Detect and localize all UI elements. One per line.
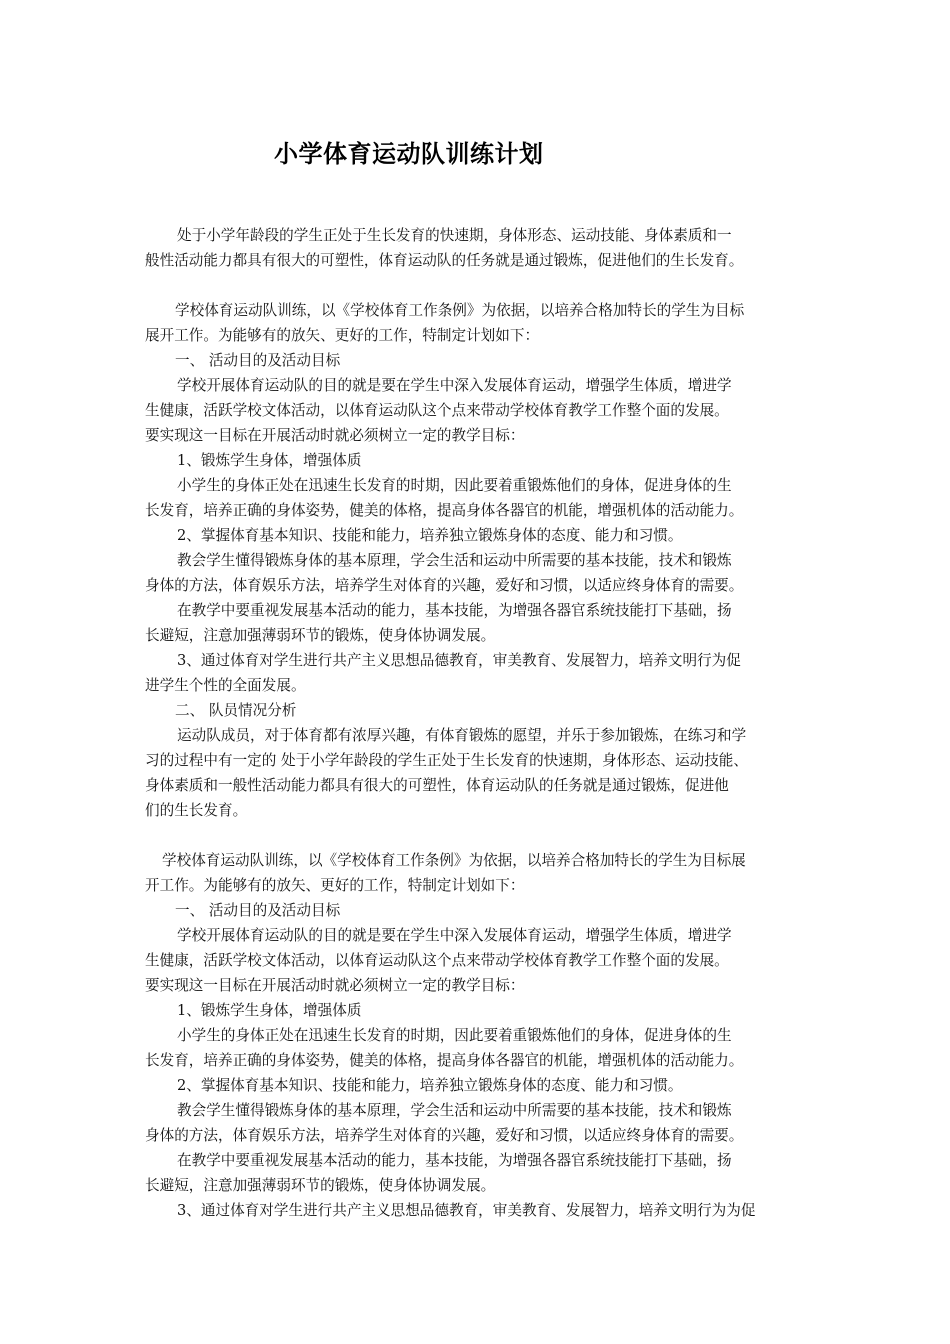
document-body (145, 223, 815, 1223)
text-line: 身体的方法，体育娱乐方法，培养学生对体育的兴趣，爱好和习惯，以适应终身体育的需要。 (145, 577, 744, 594)
text-line: 小学生的身体正处在迅速生长发育的时期，因此要着重锻炼他们的身体，促进身体的生 (177, 477, 732, 494)
text-line: 身体素质和一般性活动能力都具有很大的可塑性，体育运动队的任务就是通过锻炼，促进他 (145, 777, 729, 794)
text-line: 在教学中要重视发展基本活动的能力，基本技能，为增强各器官系统技能打下基础，扬 (177, 1152, 732, 1169)
text-line: 长发育，培养正确的身体姿势，健美的体格，提高身体各器官的机能，增强机体的活动能力。 (145, 502, 744, 519)
text-line: 学校开展体育运动队的目的就是要在学生中深入发展体育运动，增强学生体质，增进学 (177, 377, 732, 394)
section-heading: 一、 活动目的及活动目标 (175, 902, 341, 919)
text-line: 在教学中要重视发展基本活动的能力，基本技能，为增强各器官系统技能打下基础，扬 (177, 602, 732, 619)
text-line: 教会学生懂得锻炼身体的基本原理，学会生活和运动中所需要的基本技能，技术和锻炼 (177, 1102, 732, 1119)
numbered-item: 2、掌握体育基本知识、技能和能力，培养独立锻炼身体的态度、能力和习惯。 (177, 527, 683, 544)
numbered-item: 1、锻炼学生身体，增强体质 (177, 452, 362, 469)
text-line: 学校开展体育运动队的目的就是要在学生中深入发展体育运动，增强学生体质，增进学 (177, 927, 732, 944)
text-line: 处于小学年龄段的学生正处于生长发育的快速期，身体形态、运动技能、身体素质和一 (177, 227, 732, 244)
text-line: 身体的方法，体育娱乐方法，培养学生对体育的兴趣，爱好和习惯，以适应终身体育的需要。 (145, 1127, 744, 1144)
text-line: 长避短，注意加强薄弱环节的锻炼，使身体协调发展。 (145, 627, 496, 644)
numbered-item: 2、掌握体育基本知识、技能和能力，培养独立锻炼身体的态度、能力和习惯。 (177, 1077, 683, 1094)
text-line: 学校体育运动队训练，以《学校体育工作条例》为依据，以培养合格加特长的学生为目标展 (162, 852, 746, 869)
text-line: 小学生的身体正处在迅速生长发育的时期，因此要着重锻炼他们的身体，促进身体的生 (177, 1027, 732, 1044)
text-line: 开工作。为能够有的放矢、更好的工作，特制定计划如下： (145, 877, 525, 894)
text-line: 运动队成员，对于体育都有浓厚兴趣，有体育锻炼的愿望，并乐于参加锻炼，在练习和学 (177, 727, 747, 744)
text-line: 展开工作。为能够有的放矢、更好的工作，特制定计划如下： (145, 327, 540, 344)
paragraph-gap (145, 823, 815, 848)
numbered-item: 3、通过体育对学生进行共产主义思想品德教育，审美教育、发展智力，培养文明行为促 (177, 652, 741, 669)
text-line: 进学生个性的全面发展。 (145, 677, 306, 694)
document-title: 小学体育运动队训练计划 (274, 139, 544, 168)
text-line: 生健康，活跃学校文体活动，以体育运动队这个点来带动学校体育教学工作整个面的发展。 (145, 402, 729, 419)
text-line: 生健康，活跃学校文体活动，以体育运动队这个点来带动学校体育教学工作整个面的发展。 (145, 952, 729, 969)
text-line: 教会学生懂得锻炼身体的基本原理，学会生活和运动中所需要的基本技能，技术和锻炼 (177, 552, 732, 569)
section-heading: 一、 活动目的及活动目标 (175, 352, 341, 369)
text-line: 习的过程中有一定的 处于小学年龄段的学生正处于生长发育的快速期，身体形态、运动技能、 (145, 752, 748, 769)
text-line: 学校体育运动队训练，以《学校体育工作条例》为依据，以培养合格加特长的学生为目标 (175, 302, 745, 319)
text-line: 们的生长发育。 (145, 802, 248, 819)
section-heading: 二、 队员情况分析 (175, 702, 297, 719)
text-line: 要实现这一目标在开展活动时就必须树立一定的教学目标： (145, 977, 525, 994)
text-line: 般性活动能力都具有很大的可塑性，体育运动队的任务就是通过锻炼，促进他们的生长发育。 (145, 252, 744, 269)
text-line: 长发育，培养正确的身体姿势，健美的体格，提高身体各器官的机能，增强机体的活动能力。 (145, 1052, 744, 1069)
paragraph-gap (145, 273, 815, 298)
text-line: 要实现这一目标在开展活动时就必须树立一定的教学目标： (145, 427, 525, 444)
numbered-item: 1、锻炼学生身体，增强体质 (177, 1002, 362, 1019)
numbered-item: 3、通过体育对学生进行共产主义思想品德教育，审美教育、发展智力，培养文明行为为促 (177, 1202, 756, 1219)
text-line: 长避短，注意加强薄弱环节的锻炼，使身体协调发展。 (145, 1177, 496, 1194)
